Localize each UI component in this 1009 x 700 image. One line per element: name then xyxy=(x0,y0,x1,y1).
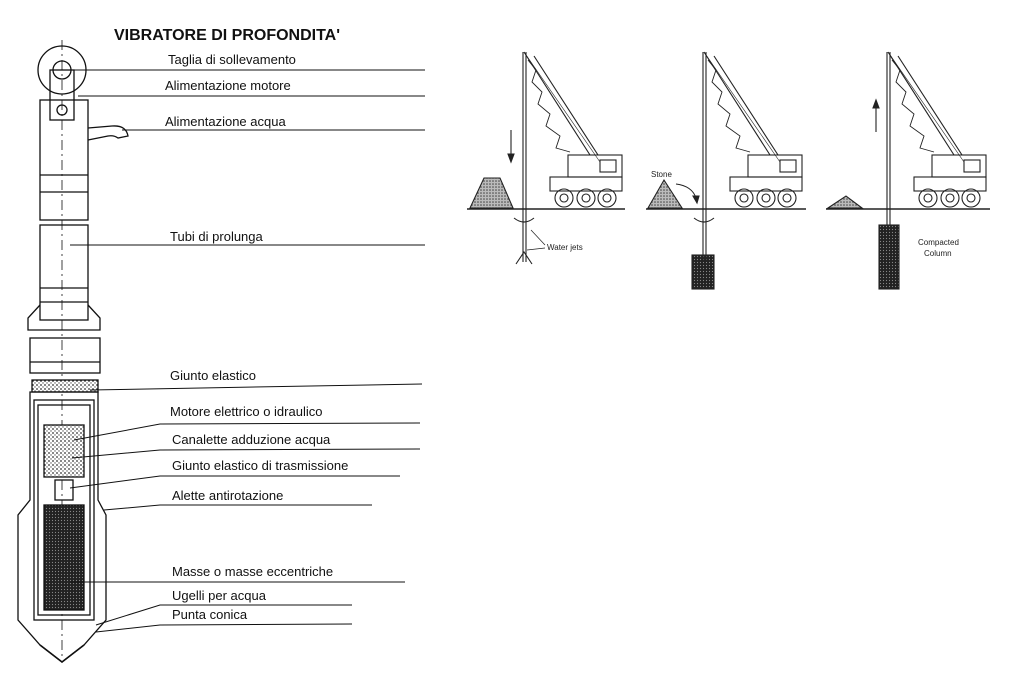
extension-tubes xyxy=(28,225,100,373)
label-water-supply: Alimentazione acqua xyxy=(165,114,286,129)
label-motor-supply: Alimentazione motore xyxy=(165,78,291,93)
stone-pile xyxy=(828,196,862,208)
label-lifting-eye: Taglia di sollevamento xyxy=(168,52,296,67)
process-diagram xyxy=(467,52,990,289)
label-conical-tip: Punta conica xyxy=(172,607,248,622)
compacted-column xyxy=(879,225,899,289)
leader-lines xyxy=(70,70,425,632)
rotation-arrow xyxy=(694,218,714,222)
step-1-label: Water jets xyxy=(547,243,583,252)
step-3-label-line1: Compacted xyxy=(918,238,959,247)
label-eccentric-masses: Masse o masse eccentriche xyxy=(172,564,334,579)
crane-3 xyxy=(888,52,986,207)
rotation-arrow xyxy=(514,218,534,222)
label-water-nozzles: Ugelli per acqua xyxy=(172,588,266,603)
process-step-3 xyxy=(826,52,990,289)
label-motor: Motore elettrico o idraulico xyxy=(170,404,323,419)
process-step-1 xyxy=(467,52,625,264)
vibrator-labels xyxy=(165,52,348,622)
label-anti-rotation-fins: Alette antirotazione xyxy=(172,488,284,503)
eccentric-mass xyxy=(44,505,84,610)
step-2-label: Stone xyxy=(651,170,672,179)
upper-body xyxy=(40,100,128,220)
stone-pile xyxy=(470,178,513,208)
water-jet-nozzle xyxy=(516,252,532,264)
step-3-label-line2: Column xyxy=(924,249,952,258)
coupling-block xyxy=(55,480,73,500)
label-extension-tubes: Tubi di prolunga xyxy=(170,229,263,244)
crane-1 xyxy=(524,52,622,207)
process-step-2 xyxy=(646,52,806,289)
crane-2 xyxy=(704,52,802,207)
label-elastic-joint: Giunto elastico xyxy=(170,368,256,383)
vibrator-diagram xyxy=(18,27,425,662)
vibrator-title: VIBRATORE DI PROFONDITA' xyxy=(114,27,341,44)
label-water-channels: Canalette adduzione acqua xyxy=(172,432,331,447)
label-transmission-joint: Giunto elastico di trasmissione xyxy=(172,458,349,473)
motor-block xyxy=(44,425,84,477)
